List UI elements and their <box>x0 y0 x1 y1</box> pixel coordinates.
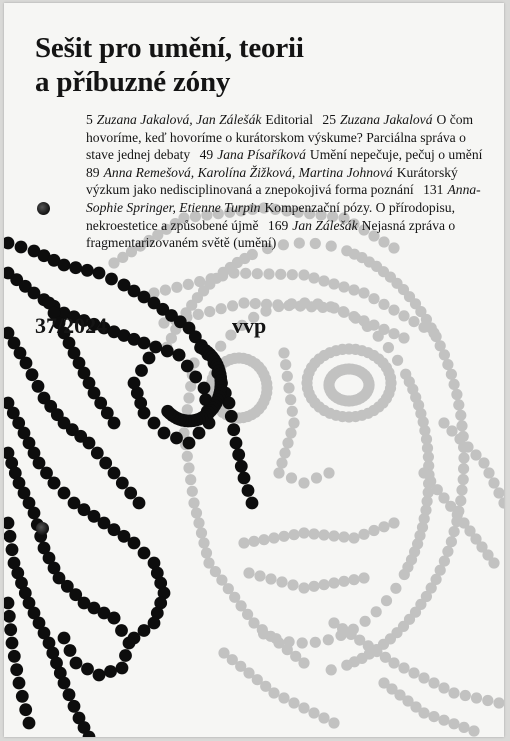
pattern-dot <box>191 507 202 518</box>
pattern-dot <box>216 303 227 314</box>
pattern-dot <box>298 477 309 488</box>
pattern-dot <box>105 273 118 286</box>
pattern-dot <box>388 305 399 316</box>
pattern-dot <box>328 302 339 313</box>
title-line-1: Sešit pro umění, teorii <box>35 32 304 64</box>
pattern-dot <box>398 662 409 673</box>
binding-hole-bottom <box>36 522 49 535</box>
pattern-dot <box>348 574 359 585</box>
pattern-dot <box>183 279 194 290</box>
pattern-dot <box>116 477 129 490</box>
pattern-dot <box>10 663 23 676</box>
pattern-dot <box>160 285 171 296</box>
pattern-dot <box>182 451 193 462</box>
pattern-dot <box>360 616 371 627</box>
pattern-dot <box>238 472 251 485</box>
pattern-dot <box>19 703 32 716</box>
pattern-dot <box>358 315 369 326</box>
pattern-dot <box>328 278 339 289</box>
pattern-dot <box>338 307 349 318</box>
pattern-dot <box>311 472 322 483</box>
pattern-dot <box>63 688 76 701</box>
pattern-dot <box>230 437 243 450</box>
pattern-dot <box>263 268 274 279</box>
pattern-dot <box>388 328 399 339</box>
pattern-dot <box>246 497 259 510</box>
pattern-dot <box>15 241 28 254</box>
binding-hole-top <box>37 202 50 215</box>
pattern-dot <box>428 677 439 688</box>
pattern-dot <box>488 477 499 488</box>
pattern-dot <box>278 531 289 542</box>
pattern-dot <box>26 368 39 381</box>
pattern-dot <box>232 448 245 461</box>
pattern-dot <box>91 447 104 460</box>
pattern-dot <box>250 298 261 309</box>
pattern-dot <box>390 583 401 594</box>
pattern-dot <box>171 282 182 293</box>
publisher-logo: vvp <box>232 313 267 338</box>
pattern-dot <box>189 371 202 384</box>
pattern-dot <box>348 311 359 322</box>
pattern-dot <box>392 355 403 366</box>
pattern-dot <box>68 700 81 713</box>
pattern-dot <box>138 547 151 560</box>
pattern-dot <box>278 347 289 358</box>
pattern-dot <box>278 692 289 703</box>
pattern-dot <box>306 301 317 312</box>
pattern-dot <box>323 634 334 645</box>
pattern-dot <box>348 284 359 295</box>
pattern-dot <box>228 267 239 278</box>
pattern-dot <box>449 379 460 390</box>
pattern-dot <box>482 695 493 706</box>
pattern-dot <box>298 657 309 668</box>
pattern-dot <box>308 581 319 592</box>
pattern-dot <box>93 267 106 280</box>
pattern-dot <box>69 261 82 274</box>
pattern-dot <box>32 380 45 393</box>
pattern-dot <box>449 526 460 537</box>
pattern-dot <box>318 579 329 590</box>
pattern-dot <box>196 527 207 538</box>
pattern-dot <box>268 687 279 698</box>
pattern-dot <box>368 525 379 536</box>
pattern-dot <box>58 259 71 272</box>
pattern-dot <box>158 427 171 440</box>
pattern-dot <box>383 342 394 353</box>
pattern-dot <box>368 320 379 331</box>
pattern-dot <box>288 697 299 708</box>
pattern-dot <box>204 306 215 317</box>
pattern-dot <box>254 570 265 581</box>
pattern-dot <box>288 529 299 540</box>
pattern-dot <box>149 341 162 354</box>
pattern-dot <box>341 660 352 671</box>
toc-entry: 169 Jan Zálešák Nejasná zpráva o fragmentarizovaném světě (umění) <box>86 217 456 251</box>
pattern-dot <box>378 299 389 310</box>
pattern-dot <box>358 572 369 583</box>
pattern-dot <box>438 682 449 693</box>
pattern-dot <box>283 300 294 311</box>
pattern-dot <box>248 536 259 547</box>
pattern-dot <box>81 264 94 277</box>
issue-number: 37/2024 <box>35 313 108 338</box>
pattern-dot <box>471 692 482 703</box>
pattern-dot <box>418 672 429 683</box>
pattern-dot <box>399 569 410 580</box>
pattern-dot <box>338 531 349 542</box>
toc-entry: 5 Zuzana Jakalová, Jan Zálešák Editorial <box>86 112 313 127</box>
pattern-dot <box>194 276 205 287</box>
pattern-dot <box>119 649 132 662</box>
toc-entry: 49 Jana Písaříková Umění nepečuje, pečuj o umění <box>199 147 483 163</box>
pattern-dot <box>187 486 198 497</box>
pattern-dot <box>143 352 156 365</box>
pattern-dot <box>235 460 248 473</box>
pattern-dot <box>182 404 193 415</box>
pattern-dot <box>193 427 206 440</box>
pattern-dot <box>468 725 479 736</box>
pattern-dot <box>328 577 339 588</box>
pattern-dot <box>385 377 396 388</box>
pattern-dot <box>451 389 462 400</box>
pattern-dot <box>99 457 112 470</box>
pattern-dot <box>188 497 199 508</box>
pattern-dot <box>282 371 293 382</box>
title-line-2: a příbuzné zóny <box>35 66 231 98</box>
pattern-dot <box>298 527 309 538</box>
pattern-dot <box>104 665 117 678</box>
pattern-dot <box>4 597 14 610</box>
pattern-dot <box>115 624 128 637</box>
pattern-dot <box>371 606 382 617</box>
pattern-dot <box>438 715 449 726</box>
pattern-dot <box>318 529 329 540</box>
pattern-dot <box>297 637 308 648</box>
pattern-dot <box>16 690 29 703</box>
pattern-dot <box>108 417 121 430</box>
pattern-dot <box>282 437 293 448</box>
pattern-dot <box>238 537 249 548</box>
pattern-dot <box>442 546 453 557</box>
pattern-dot <box>408 667 419 678</box>
pattern-dot <box>458 722 469 733</box>
pattern-dot <box>4 517 14 530</box>
pattern-dot <box>298 582 309 593</box>
pattern-dot <box>133 497 146 510</box>
pattern-dot <box>6 637 19 650</box>
pattern-dot <box>398 332 409 343</box>
pattern-dot <box>308 272 319 283</box>
pattern-dot <box>123 637 136 650</box>
toc-entry: 131 Anna-Sophie Springer, Etienne Turpin Kompenzační pózy. O přírodopisu, nekroestetice a způsobené újmě <box>86 182 481 233</box>
pattern-dot <box>428 327 439 338</box>
pattern-dot <box>225 410 238 423</box>
pattern-dot <box>328 530 339 541</box>
pattern-dot <box>323 467 334 478</box>
pattern-dot <box>93 669 106 682</box>
pattern-dot <box>328 717 339 728</box>
pattern-dot <box>243 567 254 578</box>
pattern-dot <box>285 427 296 438</box>
pattern-dot <box>258 534 269 545</box>
pattern-dot <box>193 309 204 320</box>
pattern-dot <box>483 467 494 478</box>
pattern-dot <box>217 270 228 281</box>
pattern-dot <box>252 268 263 279</box>
pattern-dot <box>498 497 504 508</box>
pattern-dot <box>148 417 161 430</box>
pattern-dot <box>470 449 481 460</box>
toc-entry: 25 Zuzana Jakalová O čom hovoríme, keď hovoríme o kurátorskom výskume? Parciálna správa o stave jednej debaty <box>86 112 474 163</box>
pattern-dot <box>4 623 17 636</box>
pattern-dot <box>276 457 287 468</box>
pattern-dot <box>272 299 283 310</box>
pattern-dot <box>4 610 16 623</box>
pattern-dot <box>227 300 238 311</box>
pattern-dot <box>4 237 14 250</box>
pattern-dot <box>240 268 251 279</box>
pattern-dot <box>455 410 466 421</box>
pattern-dot <box>181 360 194 373</box>
pattern-dot <box>8 650 21 663</box>
pattern-dot <box>378 521 389 532</box>
pattern-dot <box>358 529 369 540</box>
pattern-dot <box>338 281 349 292</box>
pattern-dot <box>185 474 196 485</box>
pattern-dot <box>298 269 309 280</box>
pattern-dot <box>48 477 61 490</box>
toc-entry: 89 Anna Remešová, Karolína Žižková, Martina Johnová Kurátorský výzkum jako nedisciplinovaná a znepokojivá forma poznání <box>86 164 458 198</box>
pattern-dot <box>206 273 217 284</box>
pattern-dot <box>183 437 196 450</box>
pattern-dot <box>418 707 429 718</box>
pattern-dot <box>478 457 489 468</box>
pattern-dot <box>198 537 209 548</box>
pattern-dot <box>446 425 457 436</box>
magazine-title <box>35 31 304 99</box>
pattern-dot <box>388 517 399 528</box>
pattern-dot <box>161 345 174 358</box>
pattern-dot <box>378 324 389 335</box>
pattern-dot <box>6 543 19 556</box>
pattern-dot <box>456 420 467 431</box>
pattern-dot <box>265 573 276 584</box>
pattern-dot <box>261 299 272 310</box>
pattern-dot <box>368 293 379 304</box>
pattern-dot <box>23 717 36 730</box>
pattern-dot <box>201 547 212 558</box>
pattern-dot <box>183 462 194 473</box>
pattern-dot <box>128 537 141 550</box>
pattern-dot <box>348 532 359 543</box>
pattern-dot <box>138 337 151 350</box>
pattern-dot <box>418 322 429 333</box>
pattern-dot <box>58 487 71 500</box>
pattern-dot <box>408 316 419 327</box>
pattern-dot <box>308 528 319 539</box>
pattern-dot <box>13 677 26 690</box>
pattern-dot <box>442 359 453 370</box>
pattern-dot <box>275 269 286 280</box>
magazine-cover <box>4 3 504 737</box>
pattern-dot <box>388 657 399 668</box>
pattern-dot <box>227 423 240 436</box>
pattern-dot <box>170 432 183 445</box>
pattern-dot <box>286 472 297 483</box>
pattern-dot <box>261 382 272 393</box>
pattern-dot <box>20 357 33 370</box>
pattern-dot <box>287 406 298 417</box>
pattern-dot <box>308 707 319 718</box>
pattern-dot <box>108 467 121 480</box>
pattern-dot <box>108 612 121 625</box>
pattern-dot <box>428 711 439 722</box>
pattern-dot <box>124 487 137 500</box>
pattern-dot <box>28 507 41 520</box>
pattern-dot <box>279 447 290 458</box>
pattern-dot <box>70 657 83 670</box>
pattern-dot <box>83 437 96 450</box>
pattern-dot <box>318 275 329 286</box>
pattern-dot <box>493 697 504 708</box>
pattern-dot <box>295 301 306 312</box>
pattern-dot <box>183 392 194 403</box>
pattern-dot <box>173 349 186 362</box>
pattern-dot <box>458 463 469 474</box>
pattern-dot <box>488 557 499 568</box>
pattern-dot <box>310 637 321 648</box>
pattern-dot <box>338 576 349 587</box>
pattern-dot <box>439 349 450 360</box>
pattern-dot <box>198 382 211 395</box>
pattern-dot <box>458 474 469 485</box>
pattern-dot <box>381 595 392 606</box>
pattern-dot <box>317 302 328 313</box>
pattern-dot <box>446 536 457 547</box>
pattern-dot <box>58 677 71 690</box>
pattern-dot <box>276 576 287 587</box>
pattern-dot <box>285 394 296 405</box>
pattern-dot <box>64 644 77 657</box>
pattern-dot <box>287 269 298 280</box>
pattern-dot <box>446 369 457 380</box>
pattern-dot <box>287 579 298 590</box>
pattern-dot <box>448 687 459 698</box>
pattern-dot <box>493 487 504 498</box>
pattern-dot <box>458 452 469 463</box>
pattern-dot <box>283 382 294 393</box>
pattern-dot <box>453 399 464 410</box>
pattern-dot <box>318 712 329 723</box>
pattern-dot <box>448 718 459 729</box>
pattern-dot <box>462 441 473 452</box>
pattern-dot <box>358 287 369 298</box>
pattern-dot <box>363 379 374 390</box>
pattern-dot <box>268 532 279 543</box>
table-of-contents <box>86 111 491 252</box>
pattern-dot <box>288 417 299 428</box>
pattern-dot <box>398 310 409 321</box>
pattern-dot <box>280 359 291 370</box>
pattern-dot <box>242 484 255 497</box>
pattern-dot <box>456 485 467 496</box>
pattern-dot <box>116 662 129 675</box>
pattern-dot <box>135 364 148 377</box>
pattern-dot <box>454 433 465 444</box>
pattern-dot <box>81 663 94 676</box>
pattern-dot <box>161 405 174 418</box>
pattern-dot <box>438 417 449 428</box>
pattern-dot <box>460 690 471 701</box>
pattern-dot <box>238 297 249 308</box>
pattern-dot <box>128 377 141 390</box>
pattern-dot <box>455 495 466 506</box>
pattern-dot <box>326 664 337 675</box>
pattern-dot <box>298 702 309 713</box>
pattern-dot <box>4 530 16 543</box>
pattern-dot <box>58 632 71 645</box>
pattern-dot <box>273 467 284 478</box>
pattern-dot <box>193 517 204 528</box>
pattern-dot <box>215 341 226 352</box>
